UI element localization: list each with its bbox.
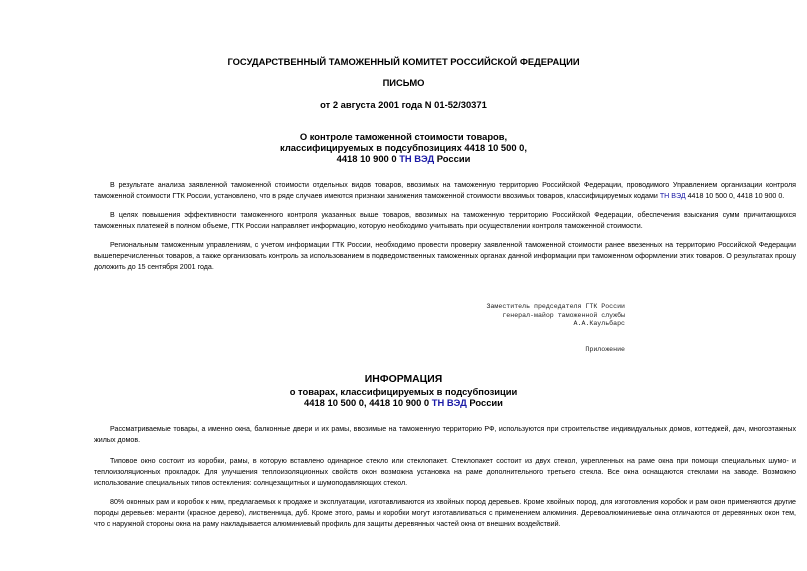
tn-ved-link[interactable]: ТН ВЭД — [431, 397, 467, 408]
info-paragraph-1: Рассматриваемые товары, а именно окна, балконные двери и их рамы, ввозимые на таможенную территорию РФ, используются при строительстве индивидуальных домов, коттеджей, дач, многоэтажных жилых домов. — [94, 425, 796, 444]
appendix-label — [430, 346, 625, 355]
subject-line-3-suffix: России — [434, 153, 471, 164]
signature-position: Заместитель председателя ГТК России — [486, 303, 625, 310]
letter-paragraph-3: Региональным таможенным управлениям, с учетом информации ГТК России, необходимо провести проверку заявленной таможенной стоимости ранее ввезенных на территорию Российской Федерации вышеперечисленных товаров, а также организовать контроль за использованием в подведомственных таможенных органах данной информации при таможенном оформлении этих товаров. О результатах прошу доложить до 15 сентября 2001 года. — [94, 241, 796, 271]
signature-name: А.А.Каульбарс — [573, 320, 625, 327]
tn-ved-link[interactable]: ТН ВЭД — [399, 153, 435, 164]
signature-block — [430, 303, 625, 329]
info-paragraph-3: 80% оконных рам и коробок к ним, предлагаемых к продаже и эксплуатации, изготавливаются из хвойных пород деревьев. Кроме хвойных пород, для изготовления коробок и рам окон применяются другие породы деревьев: меранти (красное дерево), лиственница, дуб. Кроме этого, рамы и коробки могут изготавливаться с применением алюминия. Деревоалюминиевые окна отличаются от деревянных окон тем, что с наружной стороны окна на раму накладывается алюминиевый профиль для защиты деревянных частей окна от внешних воздействий. — [94, 498, 796, 528]
info-title: ИНФОРМАЦИЯ — [364, 374, 443, 385]
letter-paragraph-1 — [94, 180, 796, 202]
signature-rank: генерал-майор таможенной службы — [502, 311, 625, 319]
info-subtitle-1: о товарах, классифицируемых в подсубпозиции — [289, 386, 518, 397]
letter-paragraph-2: В целях повышения эффективности таможенного контроля указанных выше товаров, ввозимых на таможенную территорию Российской Федерации, обеспечения взыскания сумм причитающихся таможенных платежей в полном объеме, ГТК России направляет информацию, которую необходимо учитывать при осуществлении контроля таможенной стоимости. — [94, 211, 796, 230]
subject-line-1: О контроле таможенной стоимости товаров, — [299, 131, 508, 142]
subject-line-3-text: 4418 10 900 0 — [336, 153, 400, 164]
info-subtitle-2-suffix: России — [466, 397, 503, 408]
letter-p1-text: В результате анализа заявленной таможенной стоимости отдельных видов товаров, ввозимых на таможенную территорию Российской Федерации, проводимого Управлением организации контроля таможенной стоимости ГТК России, установлено, что в ряде случаев имеются признаки занижения таможенной стоимости ввозимых товаров, классифицируемых кодами — [94, 181, 796, 200]
doc-type-heading: ПИСЬМО — [382, 77, 425, 88]
subject-line-2: классифицируемых в подсубпозициях 4418 10 500 0, — [280, 142, 527, 153]
tn-ved-link[interactable]: ТН ВЭД — [659, 192, 686, 200]
appendix-text: Приложение — [585, 346, 625, 353]
info-subtitle-2 — [0, 397, 807, 408]
date-number: от 2 августа 2001 года N 01-52/30371 — [320, 99, 487, 110]
info-subtitle-2-text: 4418 10 500 0, 4418 10 900 0 — [304, 397, 432, 408]
info-paragraph-2: Типовое окно состоит из коробки, рамы, в которую вставлено одинарное стекло или стеклопакет. Стеклопакет состоит из двух стекол, укрепленных на раме окна при помощи специальных шумо- и теплоизоляционных прокладок. Для улучшения теплоизоляционных свойств окон возможна установка на раме дополнительного третьего стекла. Все окна оснащаются стеклами на заводе. Возможно использование специальных типов остекления: солнцезащитных и шумоподавляющих стекол. — [94, 457, 796, 487]
org-heading: ГОСУДАРСТВЕННЫЙ ТАМОЖЕННЫЙ КОМИТЕТ РОССИЙСКОЙ ФЕДЕРАЦИИ — [227, 56, 580, 67]
subject-line-3 — [0, 153, 807, 164]
letter-p1-suffix: 4418 10 500 0, 4418 10 900 0. — [685, 192, 785, 200]
